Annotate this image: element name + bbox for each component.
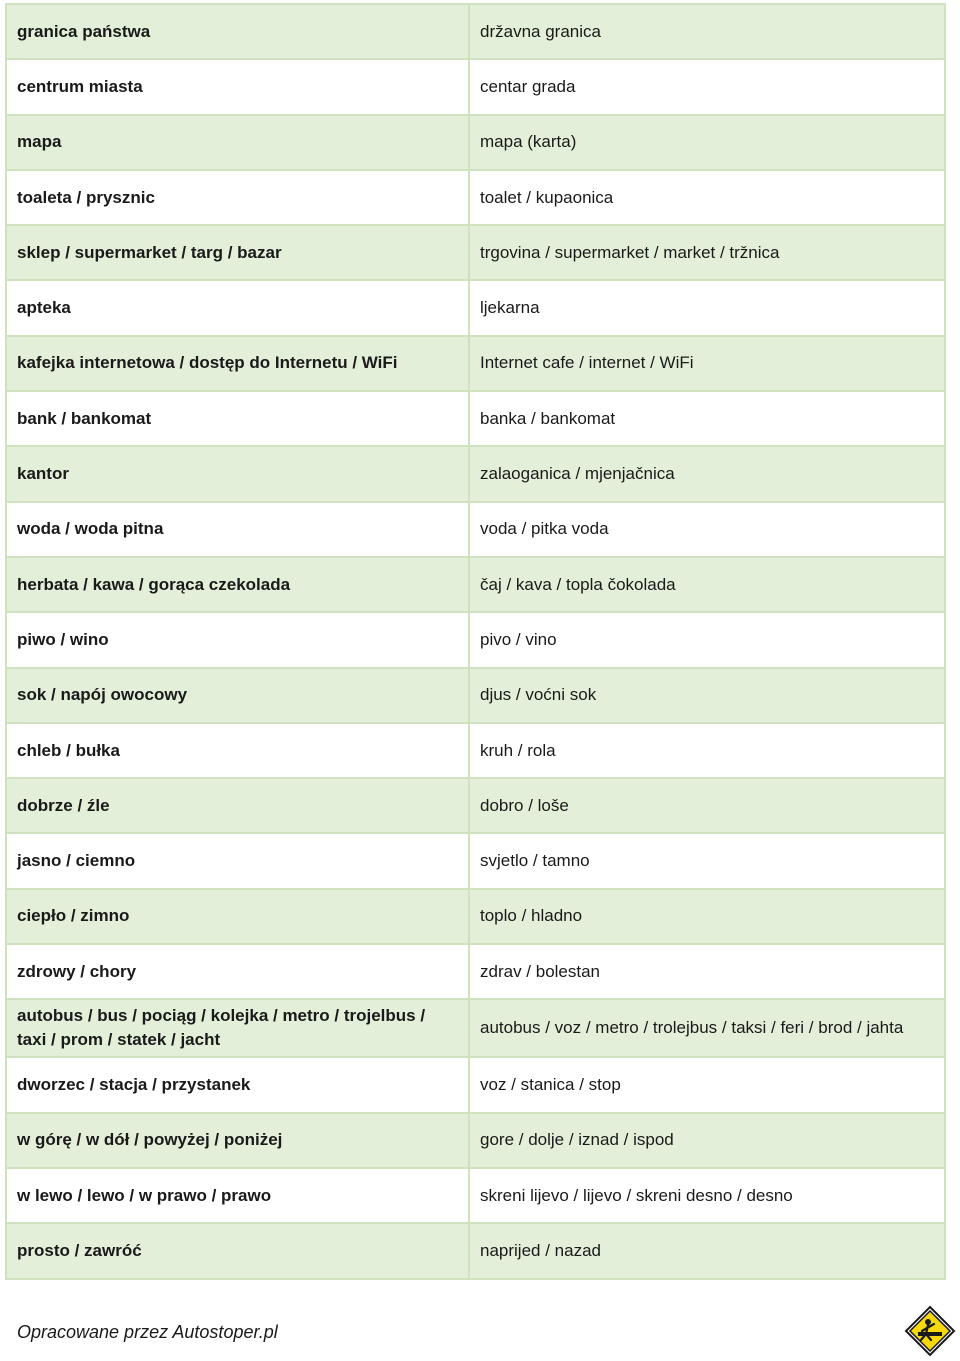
croatian-term-cell: naprijed / nazad [469, 1223, 945, 1278]
croatian-term-cell: dobro / loše [469, 778, 945, 833]
croatian-term-cell: djus / voćni sok [469, 668, 945, 723]
polish-term-cell: mapa [6, 115, 469, 170]
polish-term-cell: granica państwa [6, 4, 469, 59]
polish-term-cell: bank / bankomat [6, 391, 469, 446]
croatian-term-cell: toalet / kupaonica [469, 170, 945, 225]
croatian-term-cell: gore / dolje / iznad / ispod [469, 1113, 945, 1168]
table-row [6, 612, 945, 667]
table-row [6, 1168, 945, 1223]
polish-term-cell: dworzec / stacja / przystanek [6, 1057, 469, 1112]
polish-term-cell: sklep / supermarket / targ / bazar [6, 225, 469, 280]
footer-credit: Opracowane przez Autostoper.pl [17, 1322, 278, 1342]
vocabulary-table [5, 3, 946, 1280]
polish-term-cell: piwo / wino [6, 612, 469, 667]
polish-term-cell: sok / napój owocowy [6, 668, 469, 723]
croatian-term-cell: banka / bankomat [469, 391, 945, 446]
table-row [6, 944, 945, 999]
polish-term-cell: toaleta / prysznic [6, 170, 469, 225]
polish-term-cell: jasno / ciemno [6, 833, 469, 888]
table-row [6, 1223, 945, 1278]
table-row [6, 115, 945, 170]
table-row [6, 723, 945, 778]
croatian-term-cell: zalaoganica / mjenjačnica [469, 446, 945, 501]
croatian-term-cell: voz / stanica / stop [469, 1057, 945, 1112]
croatian-term-cell: svjetlo / tamno [469, 833, 945, 888]
croatian-term-cell: toplo / hladno [469, 889, 945, 944]
croatian-term-cell: centar grada [469, 59, 945, 114]
polish-term-cell: w lewo / lewo / w prawo / prawo [6, 1168, 469, 1223]
polish-term-cell: ciepło / zimno [6, 889, 469, 944]
polish-term-cell: dobrze / źle [6, 778, 469, 833]
table-row [6, 502, 945, 557]
polish-term-cell: prosto / zawróć [6, 1223, 469, 1278]
croatian-term-cell: pivo / vino [469, 612, 945, 667]
autostoper-logo-icon [904, 1305, 956, 1357]
polish-term-cell: apteka [6, 280, 469, 335]
croatian-term-cell: voda / pitka voda [469, 502, 945, 557]
vocabulary-table-body [6, 4, 945, 1279]
table-row [6, 336, 945, 391]
polish-term-cell: woda / woda pitna [6, 502, 469, 557]
polish-term-cell: kantor [6, 446, 469, 501]
croatian-term-cell: autobus / voz / metro / trolejbus / taksi / feri / brod / jahta [469, 999, 945, 1057]
polish-term-cell: zdrowy / chory [6, 944, 469, 999]
table-row [6, 1057, 945, 1112]
croatian-term-cell: državna granica [469, 4, 945, 59]
table-row [6, 778, 945, 833]
table-row [6, 280, 945, 335]
croatian-term-cell: Internet cafe / internet / WiFi [469, 336, 945, 391]
table-row [6, 391, 945, 446]
croatian-term-cell: skreni lijevo / lijevo / skreni desno / desno [469, 1168, 945, 1223]
table-row [6, 557, 945, 612]
table-row [6, 4, 945, 59]
polish-term-cell: centrum miasta [6, 59, 469, 114]
polish-term-cell: chleb / bułka [6, 723, 469, 778]
table-row [6, 446, 945, 501]
table-row [6, 1113, 945, 1168]
table-row [6, 999, 945, 1057]
table-row [6, 833, 945, 888]
croatian-term-cell: trgovina / supermarket / market / tržnica [469, 225, 945, 280]
croatian-term-cell: zdrav / bolestan [469, 944, 945, 999]
polish-term-cell: w górę / w dół / powyżej / poniżej [6, 1113, 469, 1168]
polish-term-cell: autobus / bus / pociąg / kolejka / metro / trojelbus / taxi / prom / statek / jacht [6, 999, 469, 1057]
table-row [6, 170, 945, 225]
polish-term-cell: herbata / kawa / gorąca czekolada [6, 557, 469, 612]
croatian-term-cell: čaj / kava / topla čokolada [469, 557, 945, 612]
table-row [6, 889, 945, 944]
croatian-term-cell: mapa (karta) [469, 115, 945, 170]
table-row [6, 59, 945, 114]
croatian-term-cell: ljekarna [469, 280, 945, 335]
table-row [6, 225, 945, 280]
polish-term-cell: kafejka internetowa / dostęp do Internetu / WiFi [6, 336, 469, 391]
croatian-term-cell: kruh / rola [469, 723, 945, 778]
table-row [6, 668, 945, 723]
